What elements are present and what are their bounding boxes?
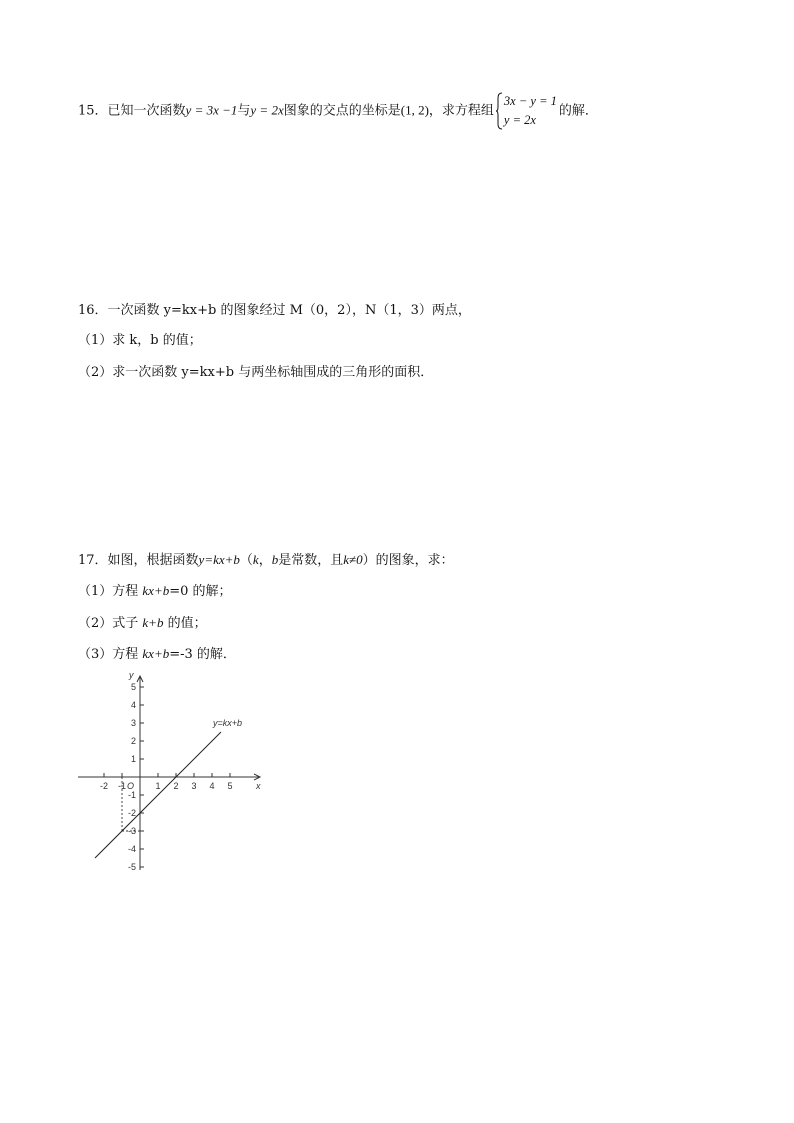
x-axis-label: x — [256, 781, 261, 791]
q17-p2-expr: k+b — [142, 615, 164, 630]
q15-mid: 图象的交点的坐标是 — [283, 103, 401, 119]
y-tick-label: -2 — [127, 808, 136, 818]
question-17-stem — [78, 551, 454, 570]
q17-k: k — [252, 552, 259, 567]
y-tick-label: 5 — [130, 682, 136, 692]
q15-function-1: y = 3x −1 — [185, 102, 238, 118]
x-tick-label: 4 — [209, 781, 215, 791]
equation-1: 3x − y = 1 — [503, 94, 557, 108]
y-tick-label: -1 — [127, 790, 136, 800]
question-17-part-1 — [78, 582, 232, 601]
question-17-part-2 — [78, 614, 207, 633]
x-tick-label: 2 — [173, 781, 179, 791]
function-graph — [70, 664, 280, 879]
q17-p3-expr: kx+b — [142, 646, 170, 661]
q17-text-e: ， — [258, 553, 272, 568]
y-tick-label: -3 — [127, 826, 136, 836]
q17-p2-label: （2）式子 — [78, 616, 143, 631]
question-16-line-1: 16．一次函数 y=kx+b 的图象经过 M（0，2），N（1，3）两点， — [78, 303, 471, 318]
equation-system — [496, 92, 557, 130]
equation-2: y = 2x — [503, 113, 536, 127]
x-tick-label: 3 — [191, 781, 197, 791]
question-17-part-3 — [78, 645, 236, 664]
x-tick-label: -2 — [99, 781, 109, 791]
q17-k-nonzero: k≠0 — [343, 552, 363, 567]
y-tick-label: -5 — [127, 862, 136, 872]
q17-p2-rest: 的值； — [163, 616, 207, 631]
origin-label: O — [127, 781, 135, 791]
x-tick-label: 5 — [227, 781, 233, 791]
function-line — [95, 732, 221, 858]
q17-text-c: （ — [239, 553, 253, 568]
y-tick-label: -4 — [127, 844, 136, 854]
question-16-line-2: （1）求 k，b 的值； — [78, 333, 202, 348]
q15-function-2: y = 2x — [250, 102, 284, 118]
q15-and: 与 — [237, 103, 251, 119]
q17-p1-label: （1）方程 — [78, 584, 143, 599]
y-tick-label: 4 — [130, 700, 136, 710]
q17-function: y=kx+b — [198, 552, 240, 567]
x-tick-label: -1 — [117, 781, 127, 791]
question-15 — [78, 92, 598, 130]
q17-text-g: 是常数，且 — [278, 553, 344, 568]
y-tick-label: 3 — [130, 718, 136, 728]
function-line-label: y=kx+b — [213, 718, 243, 728]
q15-suffix: 的解． — [558, 103, 598, 119]
q17-text-i: ）的图象，求： — [362, 553, 454, 568]
q15-mid2: ，求方程组 — [428, 103, 494, 119]
q17-p3-rest: =-3 的解． — [169, 647, 236, 662]
question-16-line-3: （2）求一次函数 y=kx+b 与两坐标轴围成的三角形的面积． — [78, 365, 434, 380]
y-tick-label: 2 — [130, 736, 136, 746]
q15-prefix: 15．已知一次函数 — [78, 103, 186, 119]
q17-p3-label: （3）方程 — [78, 647, 143, 662]
q15-point: (1, 2) — [400, 102, 429, 118]
q17-text-a: 17．如图，根据函数 — [78, 553, 199, 568]
q17-p1-expr: kx+b — [142, 583, 170, 598]
x-tick-label: 1 — [155, 781, 161, 791]
left-brace-icon — [496, 92, 503, 130]
q17-p1-rest: =0 的解； — [169, 584, 232, 599]
q17-b: b — [271, 552, 279, 567]
y-tick-label: 1 — [130, 754, 136, 764]
y-axis-label: y — [129, 670, 134, 680]
